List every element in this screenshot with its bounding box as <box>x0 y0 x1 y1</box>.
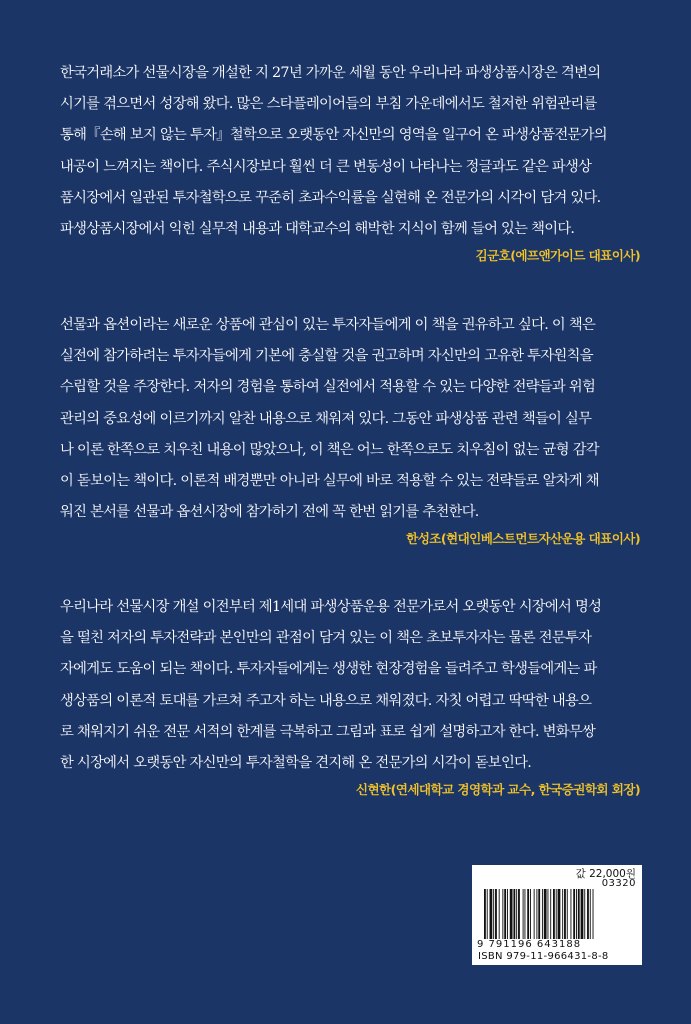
review-line: 로 채워지기 쉬운 전문 서적의 한계를 극복하고 그림과 표로 쉽게 설명하고자 한다. 변화무쌍 <box>60 723 596 740</box>
review-line: 관리의 중요성에 이르기까지 알찬 내용으로 채워져 있다. 그동안 파생상품 관련 책들이 실무 <box>60 410 592 427</box>
review-block-3 <box>60 592 640 801</box>
review-text <box>60 592 640 779</box>
review-line: 생상품의 이론적 토대를 가르쳐 주고자 하는 내용으로 채워졌다. 자칫 어렵고 딱딱한 내용으 <box>60 692 592 709</box>
review-line: 수립할 것을 주장한다. 저자의 경험을 통하여 실전에서 적용할 수 있는 다양한 전략들과 위험 <box>60 379 596 396</box>
ean-digits: 9 791196 643188 <box>477 939 582 950</box>
review-line: 한 시장에서 오랫동안 자신만의 투자철학을 견지해 온 전문가의 시각이 돋보인다. <box>60 755 532 772</box>
isbn-barcode-label <box>472 865 642 965</box>
review-line: 나 이론 한쪽으로 치우친 내용이 많았으나, 이 책은 어느 한쪽으로도 치우침이 없는 균형 감각 <box>60 441 599 458</box>
review-line: 실전에 참가하려는 투자자들에게 기본에 충실할 것을 권고하며 자신만의 고유한 투자원칙을 <box>60 348 593 365</box>
barcode-icon <box>484 889 634 939</box>
review-line: 시기를 겪으면서 성장해 왔다. 많은 스타플레이어들의 부침 가운데에서도 철저한 위험관리를 <box>60 96 597 113</box>
review-text <box>60 58 640 245</box>
barcode-addon-code: 03320 <box>601 878 636 889</box>
review-line: 선물과 옵션이라는 새로운 상품에 관심이 있는 투자자들에게 이 책을 권유하고 싶다. 이 책은 <box>60 317 596 333</box>
review-text <box>60 310 640 528</box>
isbn-number: ISBN 979-11-966431-8-8 <box>478 951 609 962</box>
review-line: 내공이 느껴지는 책이다. 주식시장보다 훨씬 더 큰 변동성이 나타나는 정글과도 같은 파생상 <box>60 158 592 175</box>
review-line: 자에게도 도움이 되는 책이다. 투자자들에게는 생생한 현장경험을 들려주고 학생들에게는 파 <box>60 661 597 678</box>
review-line: 품시장에서 일관된 투자철학으로 꾸준히 초과수익률을 실현해 온 전문가의 시각이 담겨 있다. <box>60 189 601 206</box>
review-line: 파생상품시장에서 익힌 실무적 내용과 대학교수의 해박한 지식이 함께 들어 있는 책이다. <box>60 221 575 238</box>
review-line: 을 떨친 저자의 투자전략과 본인만의 관점이 담겨 있는 이 책은 초보투자자는 물론 전문투자 <box>60 630 592 647</box>
review-line: 워진 본서를 선물과 옵션시장에 참가하기 전에 꼭 한번 읽기를 추천한다. <box>60 504 479 521</box>
review-block-2 <box>60 310 640 550</box>
review-line: 우리나라 선물시장 개설 이전부터 제1세대 파생상품운용 전문가로서 오랫동안 시장에서 명성 <box>60 599 602 615</box>
review-line: 이 돋보이는 책이다. 이론적 배경뿐만 아니라 실무에 바로 적용할 수 있는 전략들로 알차게 채 <box>60 473 599 490</box>
reviewer-signature: 신현한(연세대학교 경영학과 교수, 한국증권학회 회장) <box>355 782 640 798</box>
reviewer-signature: 한성조(현대인베스트먼트자산운용 대표이사) <box>406 531 640 547</box>
price-label: 값 22,000원 <box>575 868 636 880</box>
reviewer-signature: 김군호(에프앤가이드 대표이사) <box>475 248 640 264</box>
review-line: 한국거래소가 선물시장을 개설한 지 27년 가까운 세월 동안 우리나라 파생상품시장은 격변의 <box>60 65 601 81</box>
review-block-1 <box>60 58 640 267</box>
review-line: 통해『손해 보지 않는 투자』철학으로 오랫동안 자신만의 영역을 일구어 온 파생상품전문가의 <box>60 127 607 144</box>
